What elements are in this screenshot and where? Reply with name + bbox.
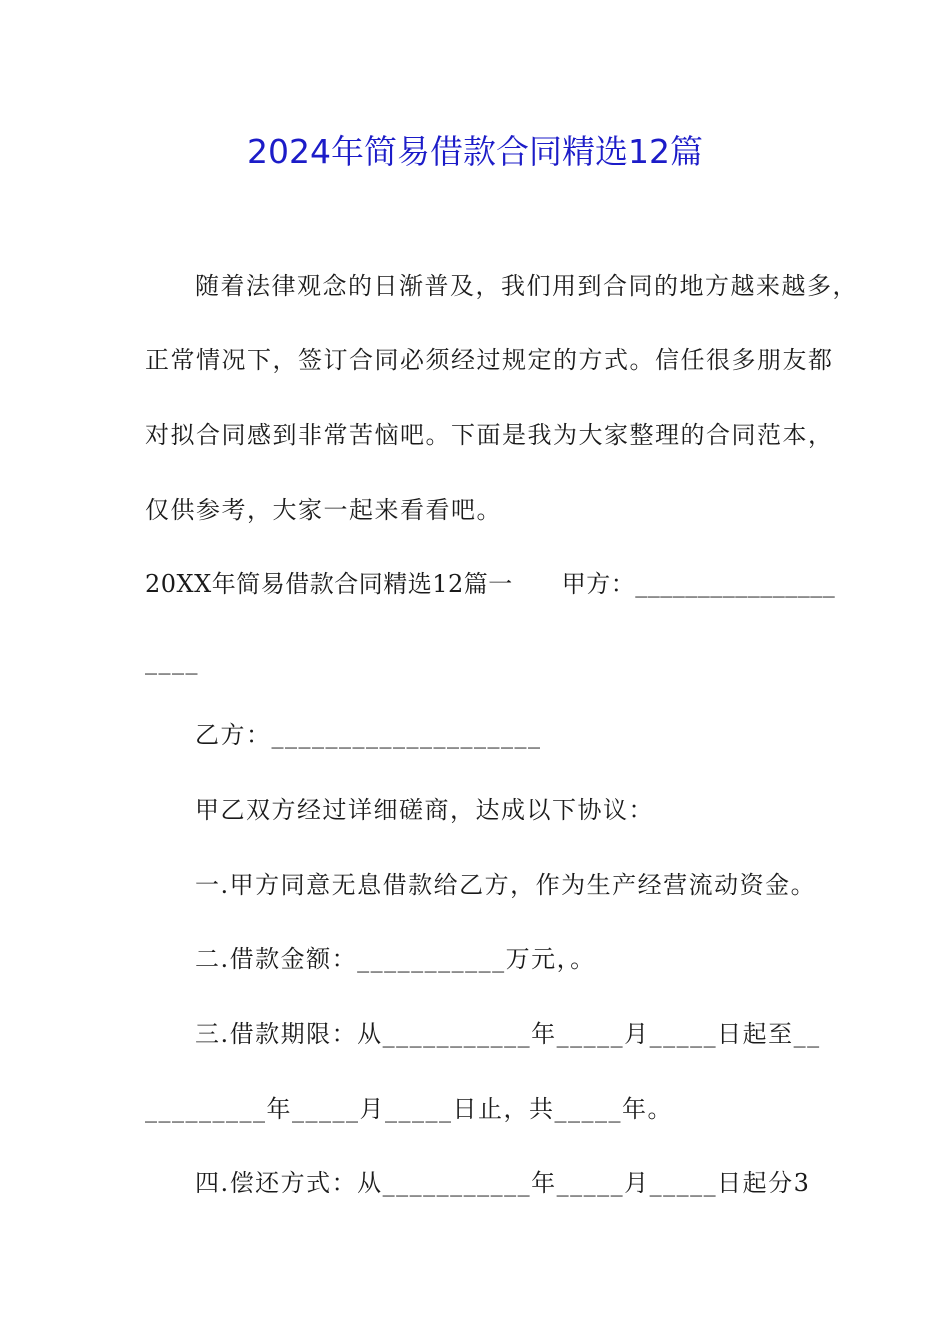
clause-3-continuation-line: _________年_____月_____日止，共_____年。 [145, 1095, 673, 1123]
section-heading-line: 20XX年简易借款合同精选12篇一 甲方：________________ [145, 570, 836, 598]
paragraph-line: 随着法律观念的日渐普及，我们用到合同的地方越来越多， [195, 272, 858, 300]
party-b-line: 乙方：____________________ [195, 721, 542, 749]
clause-1-line: 一.甲方同意无息借款给乙方，作为生产经营流动资金。 [195, 871, 817, 899]
paragraph-line: 对拟合同感到非常苦恼吧。下面是我为大家整理的合同范本， [145, 421, 834, 449]
paragraph-line: 仅供参考，大家一起来看看吧。 [145, 496, 502, 524]
clause-2-line: 二.借款金额：___________万元，。 [195, 945, 596, 973]
paragraph-line: 甲乙双方经过详细磋商，达成以下协议： [195, 796, 654, 824]
blank-continuation-line: ____ [145, 647, 199, 675]
paragraph-line: 正常情况下，签订合同必须经过规定的方式。信任很多朋友都 [145, 346, 834, 374]
clause-3-line: 三.借款期限：从___________年_____月_____日起至__ [195, 1020, 821, 1048]
document-title: 2024年简易借款合同精选12篇 [247, 132, 703, 171]
clause-4-line: 四.偿还方式：从___________年_____月_____日起分3 [195, 1169, 811, 1197]
